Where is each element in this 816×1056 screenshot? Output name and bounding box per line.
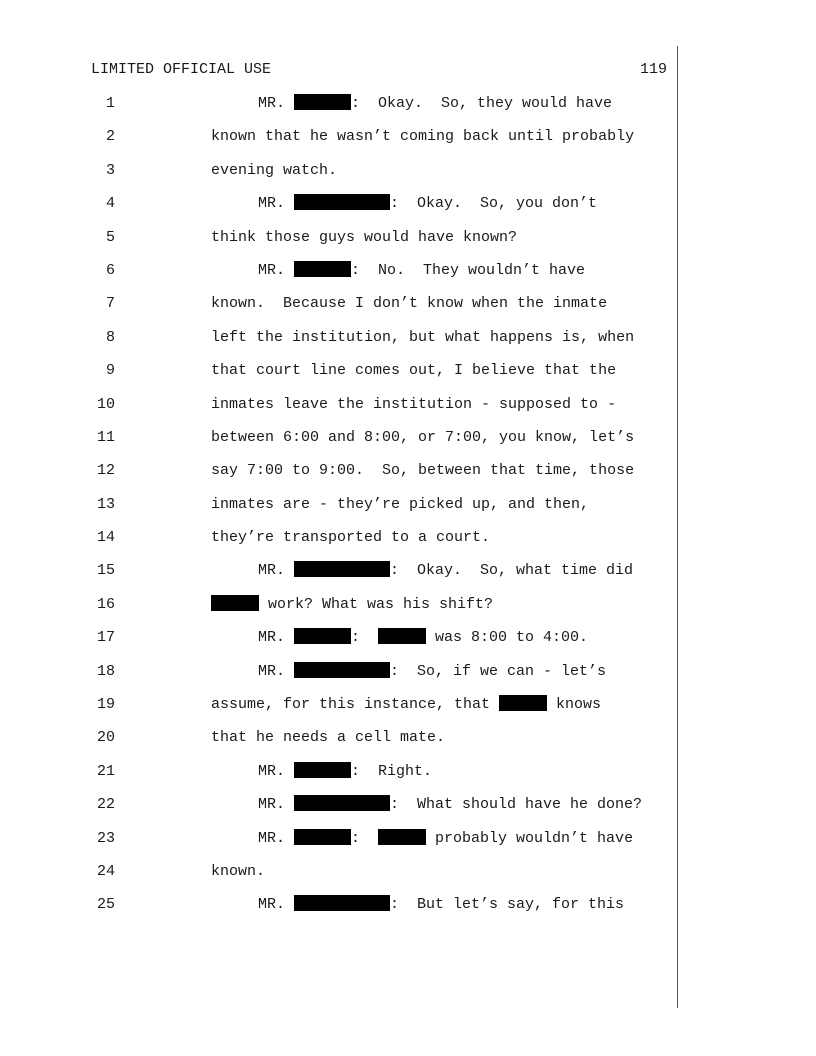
text-segment: : What should have he done? xyxy=(390,796,643,814)
text-segment: MR. xyxy=(258,562,295,580)
line-text xyxy=(211,294,607,314)
line-text xyxy=(258,628,588,648)
line-number: 3 xyxy=(105,161,115,179)
text-segment: MR. xyxy=(258,195,295,213)
line-number: 18 xyxy=(96,662,115,680)
redaction-box xyxy=(294,261,351,277)
redaction-box xyxy=(294,628,351,644)
text-segment: that he needs a cell mate. xyxy=(211,729,446,747)
line-number: 19 xyxy=(96,696,115,714)
text-segment: known. xyxy=(211,862,266,880)
transcript-line xyxy=(0,461,680,494)
line-text xyxy=(211,127,634,147)
line-number: 25 xyxy=(96,896,115,914)
line-text xyxy=(258,795,642,815)
text-segment: : So, if we can - let’s xyxy=(390,662,607,680)
transcript-line xyxy=(0,662,680,695)
redaction-box xyxy=(294,94,351,110)
line-text xyxy=(258,194,597,214)
line-text xyxy=(211,395,616,415)
transcript-line xyxy=(0,428,680,461)
line-text xyxy=(211,228,517,248)
redaction-box xyxy=(294,895,390,911)
line-text xyxy=(211,728,445,748)
line-number: 22 xyxy=(96,796,115,814)
redaction-box xyxy=(294,662,390,678)
line-text xyxy=(258,94,612,114)
line-text xyxy=(211,695,601,715)
redaction-box xyxy=(294,829,351,845)
line-number: 5 xyxy=(105,228,115,246)
text-segment: : No. They wouldn’t have xyxy=(351,261,586,279)
transcript-line xyxy=(0,561,680,594)
text-segment: : Okay. So, what time did xyxy=(390,562,634,580)
line-number: 10 xyxy=(96,395,115,413)
text-segment: probably wouldn’t have xyxy=(426,829,634,847)
redaction-box xyxy=(294,762,351,778)
transcript-line xyxy=(0,228,680,261)
text-segment: inmates are - they’re picked up, and then, xyxy=(211,495,590,513)
line-text xyxy=(258,662,606,682)
transcript-line xyxy=(0,628,680,661)
text-segment: : xyxy=(351,629,379,647)
redaction-box xyxy=(294,194,390,210)
line-number: 12 xyxy=(96,462,115,480)
line-text xyxy=(258,261,585,281)
line-number: 9 xyxy=(105,362,115,380)
line-text xyxy=(211,428,634,448)
transcript-line xyxy=(0,328,680,361)
redaction-box xyxy=(211,595,259,611)
text-segment: they’re transported to a court. xyxy=(211,529,491,547)
text-segment: : But let’s say, for this xyxy=(390,896,625,914)
text-segment: MR. xyxy=(258,762,295,780)
text-segment: MR. xyxy=(258,662,295,680)
text-segment: knows xyxy=(547,696,602,714)
line-number: 17 xyxy=(96,629,115,647)
transcript-line xyxy=(0,528,680,561)
line-number: 21 xyxy=(96,762,115,780)
line-text xyxy=(258,762,432,782)
line-number: 8 xyxy=(105,328,115,346)
transcript-line xyxy=(0,294,680,327)
text-segment: known. Because I don’t know when the inmate xyxy=(211,295,608,313)
transcript-line xyxy=(0,194,680,227)
line-number: 24 xyxy=(96,862,115,880)
line-text xyxy=(211,361,616,381)
line-text xyxy=(211,595,493,615)
transcript-line xyxy=(0,161,680,194)
transcript-line xyxy=(0,695,680,728)
text-segment: think those guys would have known? xyxy=(211,228,518,246)
line-text xyxy=(211,328,634,348)
line-number: 7 xyxy=(105,295,115,313)
text-segment: MR. xyxy=(258,261,295,279)
redaction-box xyxy=(294,795,390,811)
line-number: 14 xyxy=(96,529,115,547)
transcript-line xyxy=(0,728,680,761)
line-number: 15 xyxy=(96,562,115,580)
text-segment: between 6:00 and 8:00, or 7:00, you know, let’s xyxy=(211,428,635,446)
text-segment: MR. xyxy=(258,796,295,814)
line-number: 23 xyxy=(96,829,115,847)
text-segment: left the institution, but what happens is, when xyxy=(211,328,635,346)
redaction-box xyxy=(294,561,390,577)
page-number: 119 xyxy=(639,61,667,78)
transcript-line xyxy=(0,361,680,394)
text-segment: evening watch. xyxy=(211,161,338,179)
transcript-line xyxy=(0,795,680,828)
line-text xyxy=(211,862,265,882)
line-text xyxy=(211,161,337,181)
line-text xyxy=(258,561,633,581)
line-text xyxy=(258,895,624,915)
transcript-line xyxy=(0,895,680,928)
text-segment: MR. xyxy=(258,896,295,914)
transcript-line xyxy=(0,127,680,160)
transcript-body xyxy=(0,94,680,929)
line-number: 4 xyxy=(105,195,115,213)
transcript-line xyxy=(0,862,680,895)
text-segment: say 7:00 to 9:00. So, between that time, those xyxy=(211,462,635,480)
redaction-box xyxy=(378,628,426,644)
line-number: 13 xyxy=(96,495,115,513)
transcript-line xyxy=(0,94,680,127)
transcript-line xyxy=(0,395,680,428)
line-number: 1 xyxy=(105,95,115,112)
text-segment: : Okay. So, they would have xyxy=(351,95,613,112)
text-segment: work? What was his shift? xyxy=(259,595,494,613)
transcript-line xyxy=(0,762,680,795)
text-segment: : xyxy=(351,829,379,847)
text-segment: MR. xyxy=(258,95,295,112)
text-segment: MR. xyxy=(258,829,295,847)
line-number: 2 xyxy=(105,128,115,146)
line-number: 6 xyxy=(105,261,115,279)
transcript-line xyxy=(0,495,680,528)
classification-header: LIMITED OFFICIAL USE xyxy=(91,61,272,78)
line-number: 16 xyxy=(96,595,115,613)
redaction-box xyxy=(378,829,426,845)
text-segment: : Okay. So, you don’t xyxy=(390,195,598,213)
text-segment: inmates leave the institution - supposed to - xyxy=(211,395,617,413)
text-segment: assume, for this instance, that xyxy=(211,696,500,714)
transcript-line xyxy=(0,595,680,628)
line-text xyxy=(211,461,634,481)
line-text xyxy=(211,495,589,515)
transcript-line xyxy=(0,829,680,862)
line-text xyxy=(258,829,633,849)
text-segment: known that he wasn’t coming back until probably xyxy=(211,128,635,146)
text-segment: that court line comes out, I believe that the xyxy=(211,362,617,380)
line-text xyxy=(211,528,490,548)
redaction-box xyxy=(499,695,547,711)
line-number: 11 xyxy=(96,428,115,446)
text-segment: was 8:00 to 4:00. xyxy=(426,629,589,647)
line-number: 20 xyxy=(96,729,115,747)
text-segment: MR. xyxy=(258,629,295,647)
transcript-line xyxy=(0,261,680,294)
text-segment: : Right. xyxy=(351,762,433,780)
